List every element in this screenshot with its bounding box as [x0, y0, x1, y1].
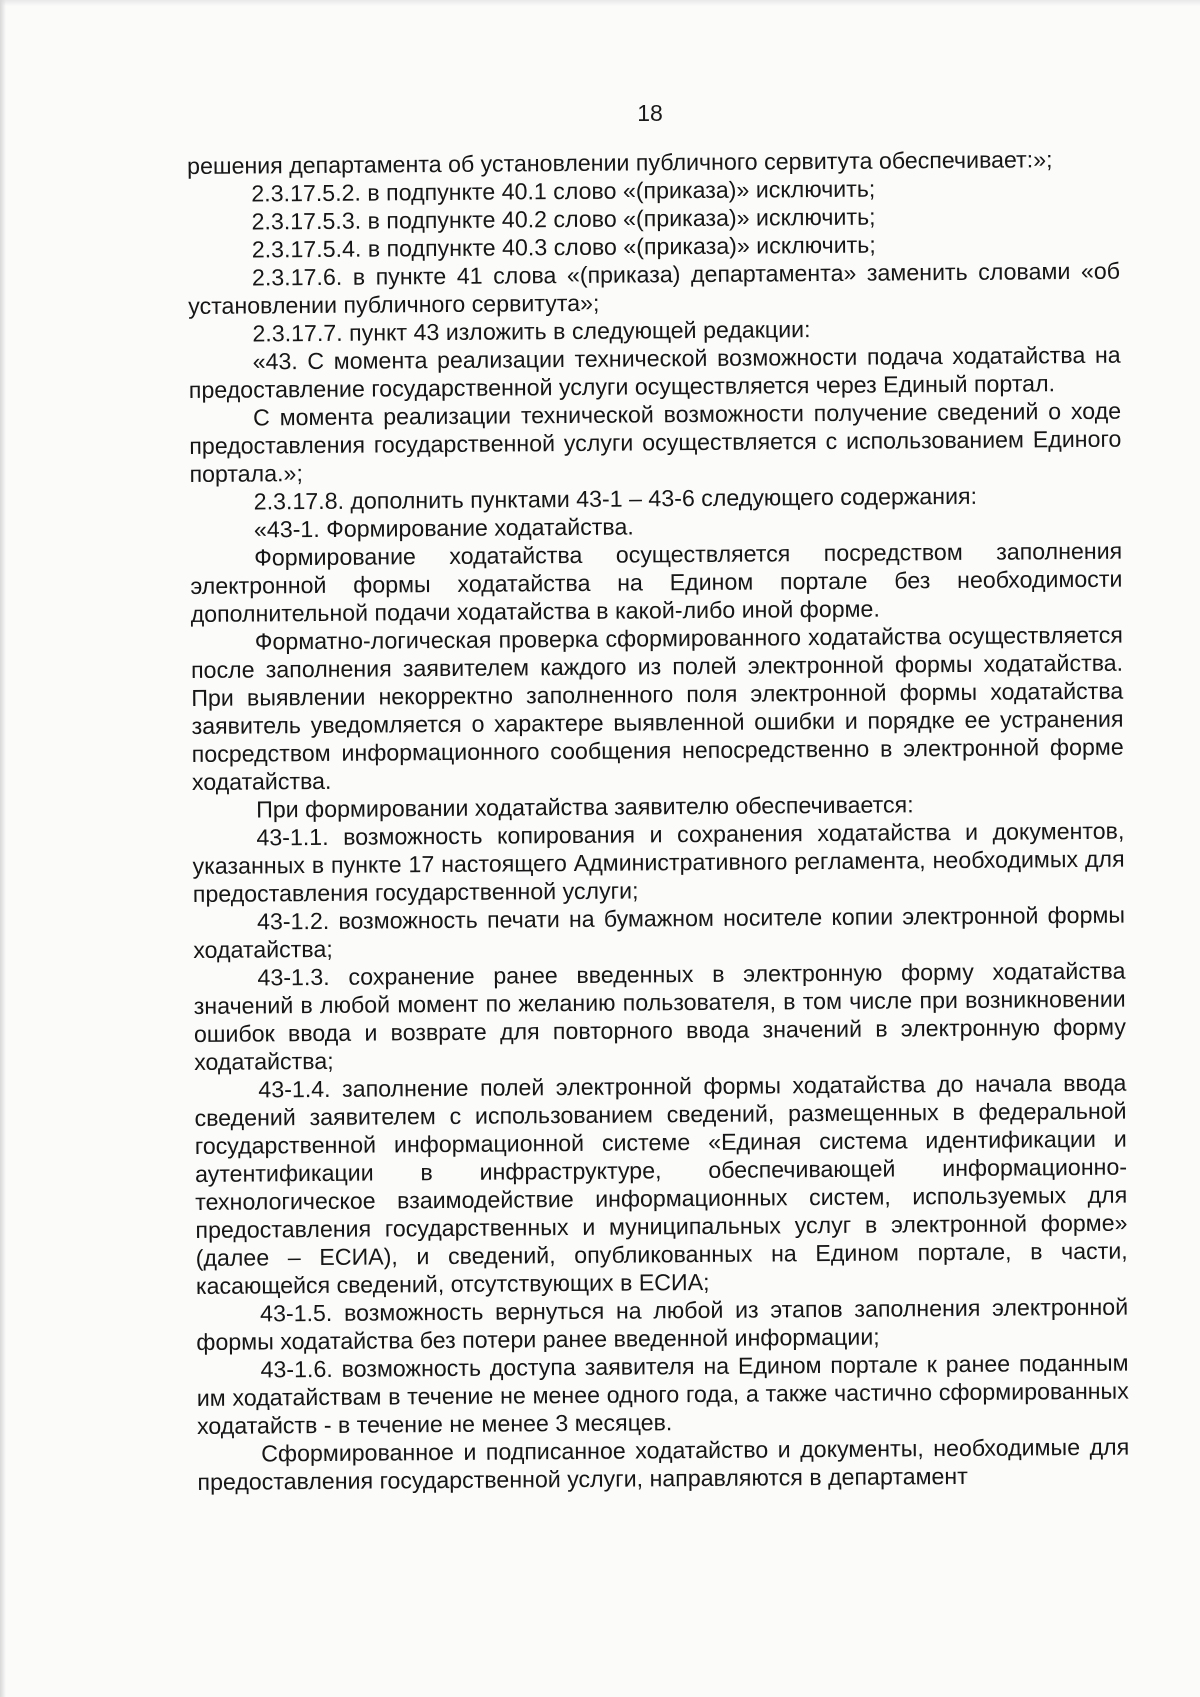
paragraph: Форматно-логическая проверка сформированного ходатайства осуществляется после заполнения заявителем каждого из полей электронной формы ходатайства. При выявлении некорректно заполненного поля электронной формы ходатайства заявитель уведомляется о характере выявленной ошибки и порядке ее устранения посредством информационного сообщения непосредственно в электронной форме ходатайства.	[190, 621, 1124, 795]
paragraph: 43-1.1. возможность копирования и сохранения ходатайства и документов, указанных в пункте 17 настоящего Административного регламента, необходимых для предоставления государственной услуги;	[192, 817, 1125, 907]
paragraph: 2.3.17.6. в пункте 41 слова «(приказа) департамента» заменить словами «об установлении публичного сервитута»;	[188, 257, 1121, 319]
paragraph: 2.3.17.8. дополнить пунктами 43-1 – 43-6 следующего содержания:	[253, 482, 978, 515]
page-number: 18	[637, 100, 663, 126]
paragraph: Формирование ходатайства осуществляется посредством заполнения электронной формы ходатайства на Едином портале без необходимости дополнительной подачи ходатайства в какой-либо иной форме.	[190, 537, 1123, 627]
paragraph: 2.3.17.5.3. в подпункте 40.2 слово «(приказа)» исключить;	[251, 203, 876, 235]
scan-edge	[0, 0, 1200, 6]
paragraph: Сформированное и подписанное ходатайство и документы, необходимые для предоставления государственной услуги, направляются в департамент	[197, 1433, 1130, 1495]
paragraph: 43-1.2. возможность печати на бумажном носителе копии электронной формы ходатайства;	[193, 901, 1126, 963]
paragraph: 43-1.4. заполнение полей электронной формы ходатайства до начала ввода сведений заявителем с использованием сведений, размещенных в федеральной государственной информационной системе «Единая система идентификации и аутентификации в инфраструктуре, обеспечивающей информационно-технологическое взаимодействие информационных систем, используемых для предоставления государственных и муниципальных услуг в электронной форме» (далее – ЕСИА), и сведений, опубликованных на Едином портале, в части, касающейся сведений, отсутствующих в ЕСИА;	[194, 1069, 1128, 1299]
paragraph: При формировании ходатайства заявителю обеспечивается:	[256, 791, 914, 823]
paragraph: «43-1. Формирование ходатайства.	[253, 513, 634, 543]
paragraph: 43-1.5. возможность вернуться на любой из этапов заполнения электронной формы ходатайства без потери ранее введенной информации;	[196, 1293, 1129, 1355]
paragraph: «43. С момента реализации технической возможности подача ходатайства на предоставление государственной услуги осуществляется через Единый портал.	[188, 341, 1121, 403]
paragraph: решения департамента об установлении публичного сервитута обеспечивает:»;	[187, 146, 1053, 179]
paragraph: 43-1.6. возможность доступа заявителя на Едином портале к ранее поданным им ходатайствам в течение не менее одного года, а также частично сформированных ходатайств - в течение не менее 3 месяцев.	[196, 1349, 1129, 1439]
paragraph: 2.3.17.5.2. в подпункте 40.1 слово «(приказа)» исключить;	[251, 175, 876, 207]
paragraph: С момента реализации технической возможности получение сведений о ходе предоставления государственной услуги осуществляется с использованием Единого портала.»;	[189, 397, 1122, 487]
paragraph: 43-1.3. сохранение ранее введенных в электронную форму ходатайства значений в любой момент по желанию пользователя, в том числе при возникновении ошибок ввода и возврате для повторного ввода значений в электронную форму ходатайства;	[193, 957, 1127, 1075]
paragraph: 2.3.17.7. пункт 43 изложить в следующей редакции:	[252, 316, 811, 347]
paragraph: 2.3.17.5.4. в подпункте 40.3 слово «(приказа)» исключить;	[251, 231, 876, 263]
scan-edge	[0, 0, 6, 1697]
document-body	[187, 145, 1130, 1496]
